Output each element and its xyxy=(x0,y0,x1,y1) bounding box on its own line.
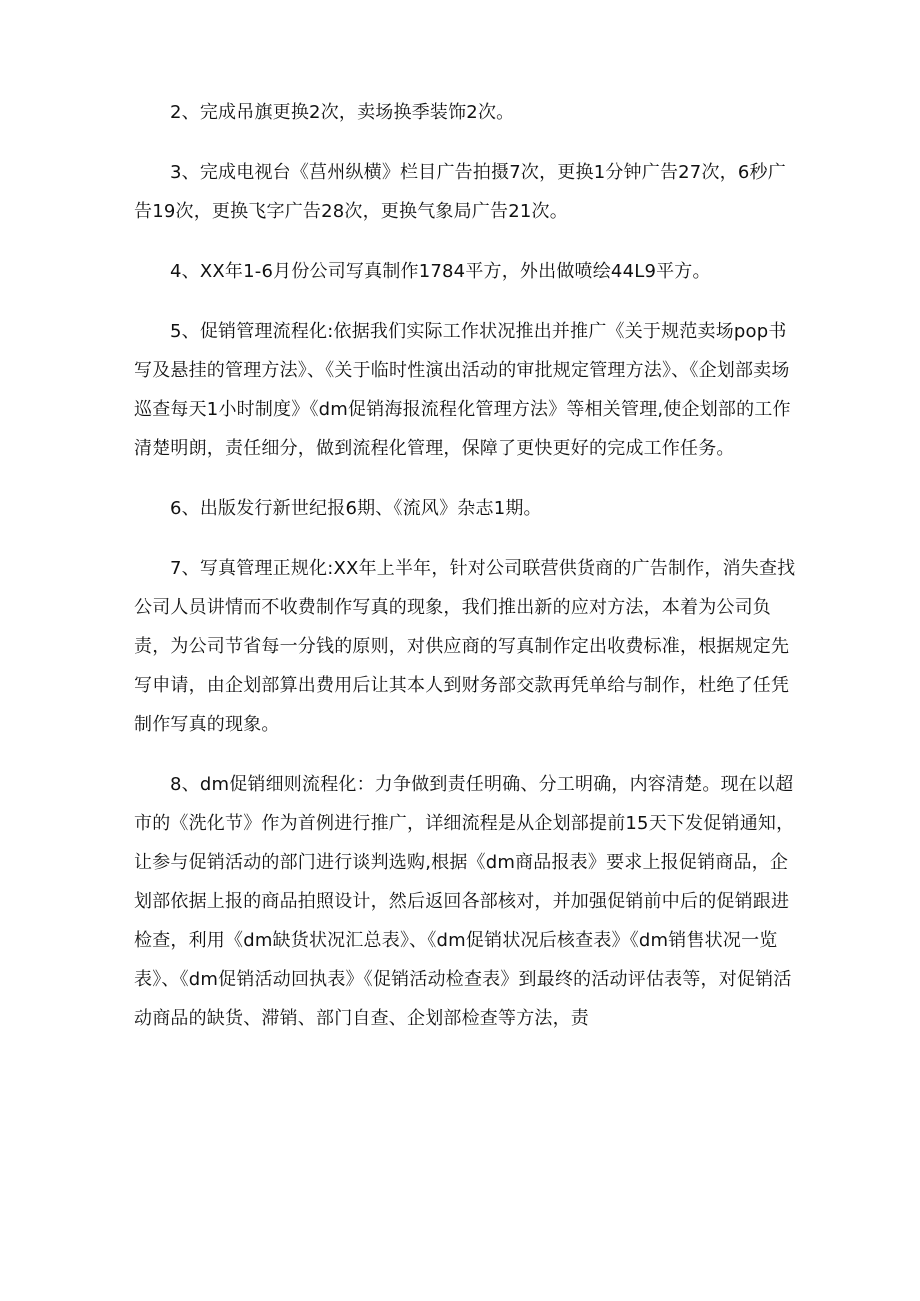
paragraph-item-8: 8、dm促销细则流程化：力争做到责任明确、分工明确，内容清楚。现在以超市的《洗化节》作为首例进行推广，详细流程是从企划部提前15天下发促销通知，让参与促销活动的部门进行谈判选购,根据《dm商品报表》要求上报促销商品，企划部依据上报的商品拍照设计，然后返回各部核对，并加强促销前中后的促销跟进检查，利用《dm缺货状况汇总表》、《dm促销状况后核查表》《dm销售状况一览表》、《dm促销活动回执表》《促销活动检查表》到最终的活动评估表等，对促销活动商品的缺货、滞销、部门自查、企划部检查等方法，责 xyxy=(134,774,795,1029)
paragraph-item-2: 2、完成吊旗更换2次，卖场换季装饰2次。 xyxy=(170,102,515,123)
paragraph-item-5: 5、促销管理流程化:依据我们实际工作状况推出并推广《关于规范卖场pop书写及悬挂的管理方法》、《关于临时性演出活动的审批规定管理方法》、《企划部卖场巡查每天1小时制度》《dm促销海报流程化管理方法》等相关管理,使企划部的工作清楚明朗，责任细分，做到流程化管理，保障了更快更好的完成工作任务。 xyxy=(134,321,791,459)
paragraph-item-3: 3、完成电视台《莒州纵横》栏目广告拍摄7次，更换1分钟广告27次，6秒广告19次，更换飞字广告28次，更换气象局广告21次。 xyxy=(134,162,786,222)
paragraph-item-7: 7、写真管理正规化:XX年上半年，针对公司联营供货商的广告制作，消失查找公司人员讲情而不收费制作写真的现象，我们推出新的应对方法，本着为公司负责，为公司节省每一分钱的原则，对供应商的写真制作定出收费标准，根据规定先写申请，由企划部算出费用后让其本人到财务部交款再凭单给与制作，杜绝了任凭制作写真的现象。 xyxy=(134,558,796,735)
paragraph-item-4: 4、XX年1-6月份公司写真制作1784平方，外出做喷绘44L9平方。 xyxy=(170,261,711,282)
paragraph-item-6: 6、出版发行新世纪报6期、《流风》杂志1期。 xyxy=(170,498,542,519)
